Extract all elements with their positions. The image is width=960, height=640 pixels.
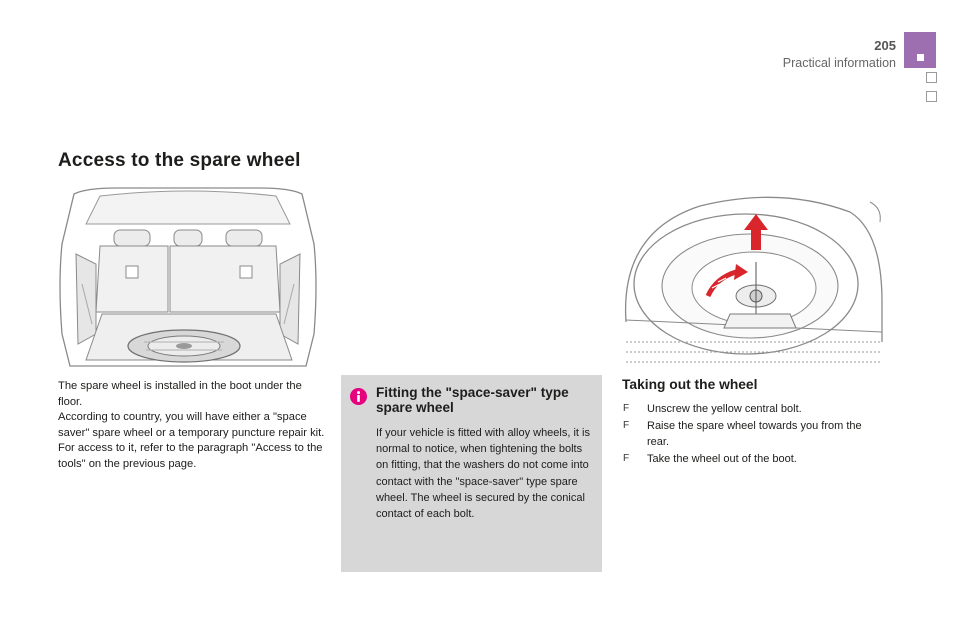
step-item (622, 418, 882, 450)
page-number: 205 (874, 38, 896, 53)
section-tab (904, 32, 936, 68)
wheel-removal-illustration (620, 192, 886, 370)
taking-out-title: Taking out the wheel (622, 377, 758, 392)
info-box-text: If your vehicle is fitted with alloy wheels, it is normal to notice, when tightening the bolts on fitting, that the washers do not come into contact with the "space-saver" type spare wheel. The wheel is secured by the conical contact of each bolt. (376, 427, 590, 521)
tab-box-2 (926, 91, 937, 102)
step-bullet-icon: F (623, 453, 630, 464)
intro-text (58, 379, 328, 473)
intro-paragraph-1: The spare wheel is installed in the boot under the floor. (58, 380, 302, 408)
section-name: Practical information (782, 56, 896, 70)
step-text: Take the wheel out of the boot. (647, 453, 797, 465)
step-item (622, 401, 882, 417)
step-text: Unscrew the yellow central bolt. (647, 403, 802, 415)
step-item (622, 451, 882, 467)
boot-illustration (56, 184, 320, 368)
info-box-title: Fitting the "space-saver" type spare wheel (376, 385, 569, 415)
intro-paragraph-3: For access to it, refer to the paragraph "Access to the tools" on the previous page. (58, 442, 323, 470)
info-box (341, 375, 602, 572)
step-bullet-icon: F (623, 403, 630, 414)
section-tab-marker (917, 54, 924, 61)
steps-list (622, 401, 882, 468)
intro-paragraph-2: According to country, you will have either a "space saver" spare wheel or a temporary puncture repair kit. (58, 411, 325, 439)
step-bullet-icon: F (623, 420, 630, 431)
page-title: Access to the spare wheel (58, 150, 301, 171)
tab-box-1 (926, 72, 937, 83)
step-text: Raise the spare wheel towards you from the rear. (647, 420, 862, 448)
info-icon (350, 388, 367, 405)
